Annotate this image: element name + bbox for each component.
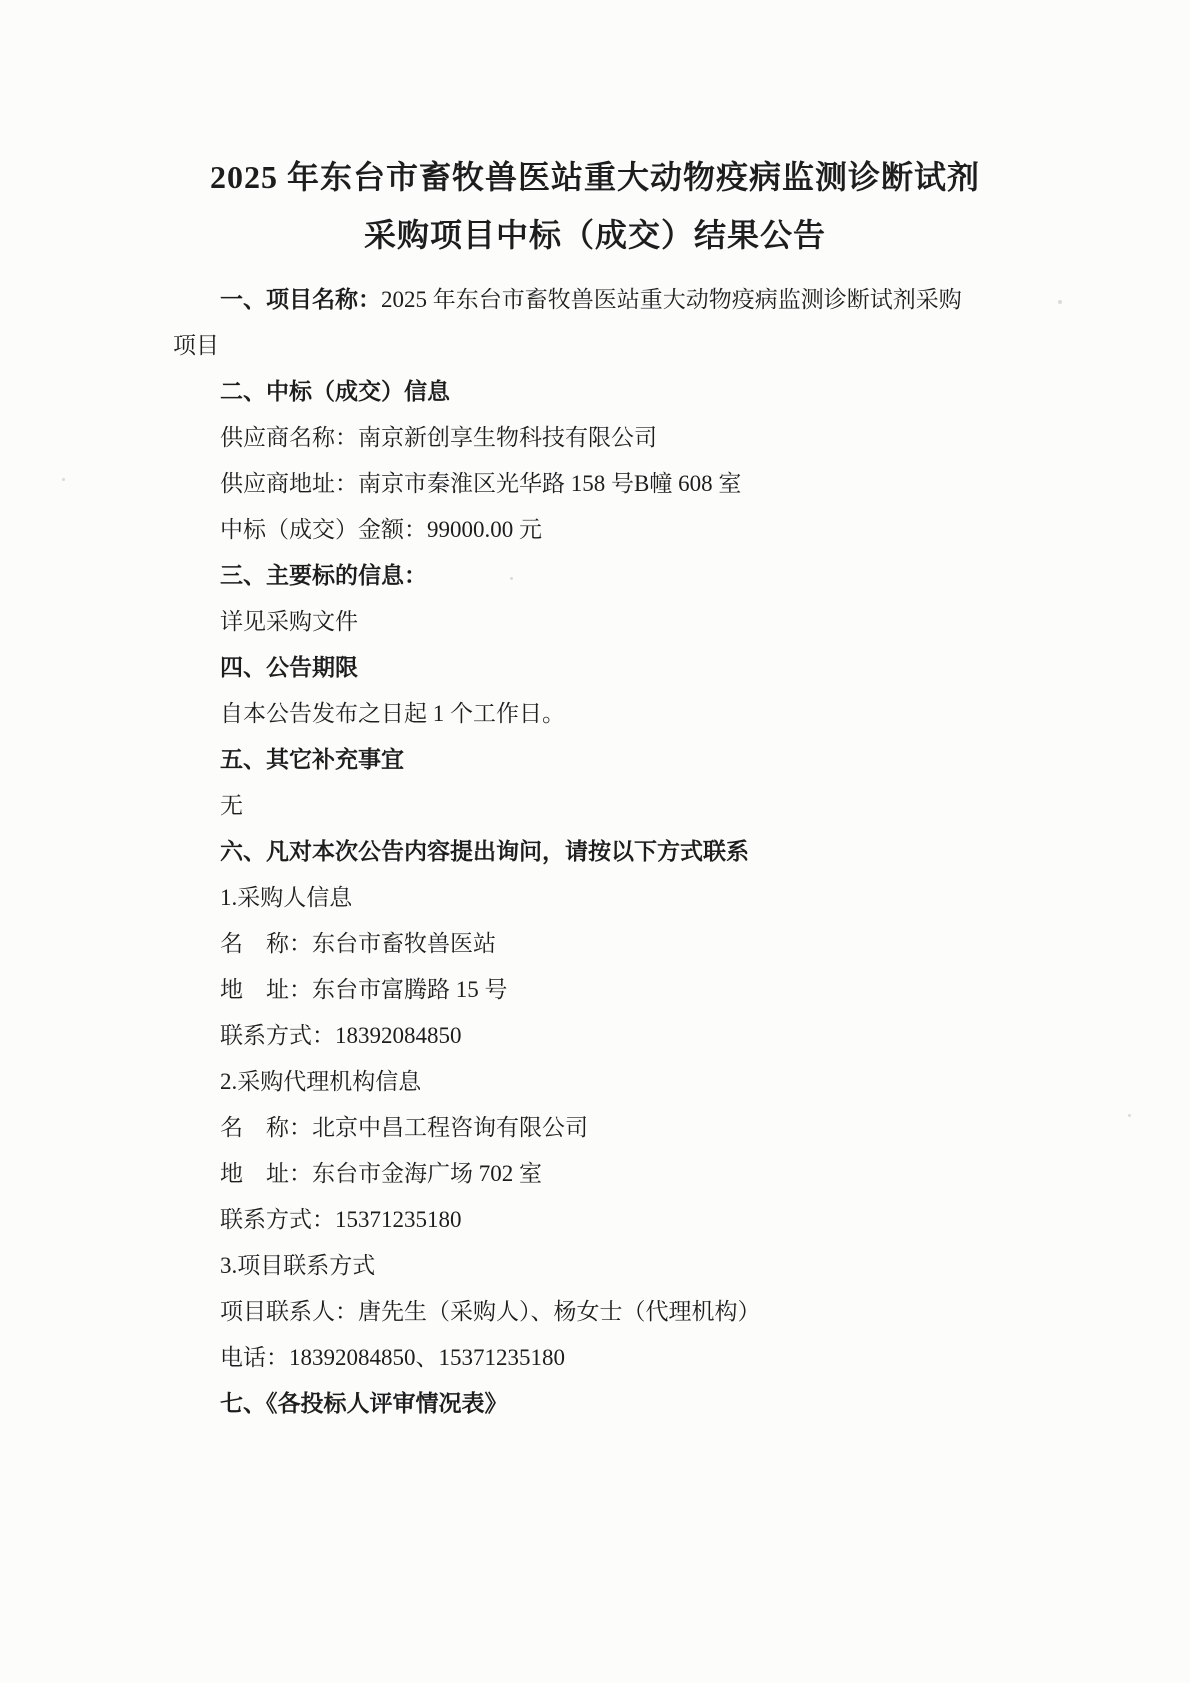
section-6-heading: 六、凡对本次公告内容提出询问，请按以下方式联系 bbox=[220, 839, 749, 864]
section-1-continuation: 项目 bbox=[173, 333, 219, 358]
section-3-heading: 三、主要标的信息： bbox=[220, 563, 427, 588]
scan-speck bbox=[62, 478, 65, 481]
project-contact-phones: 电话：18392084850、15371235180 bbox=[220, 1345, 565, 1370]
section-1-heading: 一、项目名称： bbox=[220, 287, 381, 312]
section-7-heading: 七、《各投标人评审情况表》 bbox=[220, 1391, 508, 1416]
section-1-project-name: 2025 年东台市畜牧兽医站重大动物疫病监测诊断试剂采购 bbox=[381, 287, 962, 312]
document-title bbox=[0, 148, 1190, 264]
supplier-name: 供应商名称：南京新创享生物科技有限公司 bbox=[220, 425, 657, 450]
title-line-2: 采购项目中标（成交）结果公告 bbox=[363, 217, 826, 253]
scan-speck bbox=[1128, 1114, 1131, 1117]
title-line-1: 2025 年东台市畜牧兽医站重大动物疫病监测诊断试剂 bbox=[209, 159, 980, 195]
purchaser-address: 地 址：东台市富腾路 15 号 bbox=[220, 977, 508, 1002]
purchaser-label: 1.采购人信息 bbox=[220, 885, 353, 910]
scan-speck bbox=[510, 577, 513, 580]
agency-address: 地 址：东台市金海广场 702 室 bbox=[220, 1161, 542, 1186]
project-contact-persons: 项目联系人：唐先生（采购人）、杨女士（代理机构） bbox=[220, 1299, 761, 1324]
document-body bbox=[173, 277, 1093, 1427]
agency-name: 名 称：北京中昌工程咨询有限公司 bbox=[220, 1115, 588, 1140]
section-4-heading: 四、公告期限 bbox=[220, 655, 358, 680]
agency-contact: 联系方式：15371235180 bbox=[220, 1207, 462, 1232]
award-amount: 中标（成交）金额：99000.00 元 bbox=[220, 517, 542, 542]
section-2-heading: 二、中标（成交）信息 bbox=[220, 379, 450, 404]
section-4-text: 自本公告发布之日起 1 个工作日。 bbox=[220, 701, 565, 726]
scan-speck bbox=[1058, 300, 1062, 304]
supplier-address: 供应商地址：南京市秦淮区光华路 158 号B幢 608 室 bbox=[220, 471, 742, 496]
purchaser-name: 名 称：东台市畜牧兽医站 bbox=[220, 931, 496, 956]
purchaser-contact: 联系方式：18392084850 bbox=[220, 1023, 462, 1048]
project-contact-label: 3.项目联系方式 bbox=[220, 1253, 376, 1278]
agency-label: 2.采购代理机构信息 bbox=[220, 1069, 422, 1094]
section-1-line bbox=[173, 277, 1093, 323]
section-5-heading: 五、其它补充事宜 bbox=[220, 747, 404, 772]
section-3-text: 详见采购文件 bbox=[220, 609, 358, 634]
section-5-text: 无 bbox=[220, 793, 243, 818]
